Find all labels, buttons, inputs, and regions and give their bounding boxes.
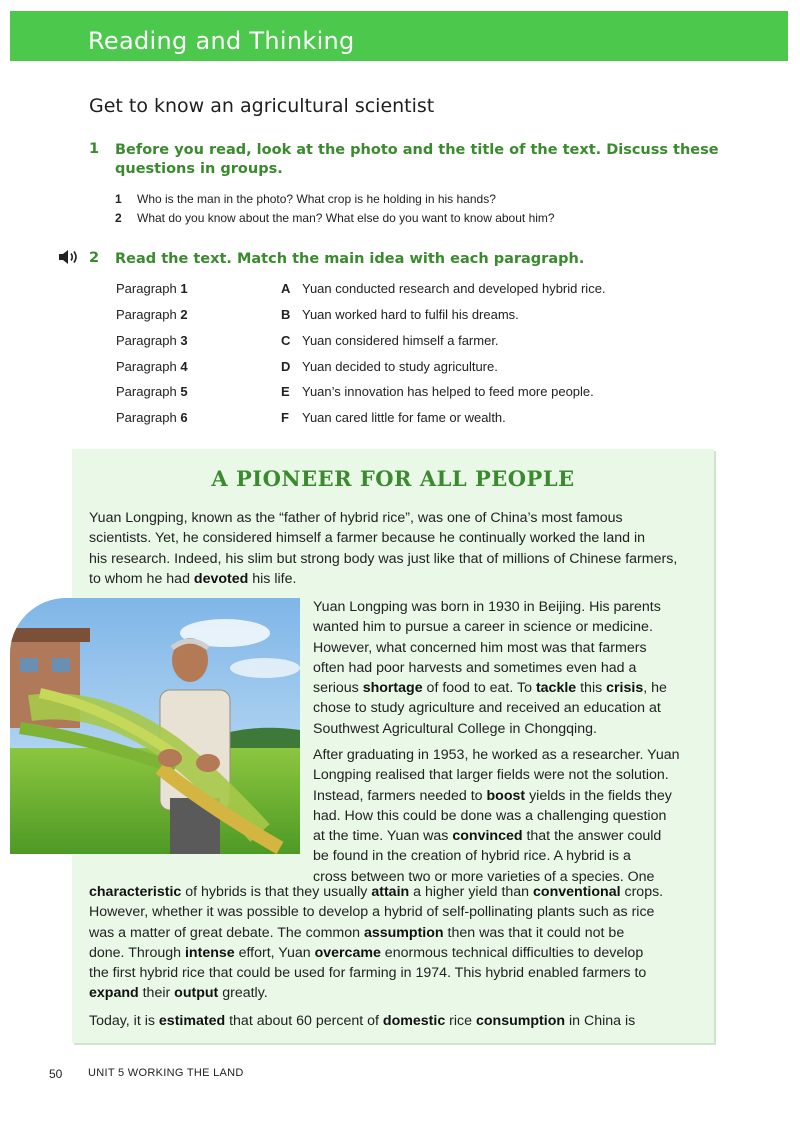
- idea-letter: D: [281, 359, 291, 374]
- idea-text: Yuan conducted research and developed hybrid rice.: [302, 281, 606, 296]
- question-1-line-2: questions in groups.: [115, 161, 283, 177]
- article-paragraph-1: Yuan Longping, known as the “father of hybrid rice”, was one of China’s most famous scientists. Yet, he considered himself a farmer because he continually worked the land in his research. Indeed, his slim but strong body was just like that of millions of Chinese farmers, to whom he had devoted his life.: [89, 510, 678, 587]
- idea-letter: A: [281, 281, 291, 296]
- question-1-text: [115, 141, 719, 179]
- idea-letter: E: [281, 384, 290, 399]
- idea-text: Yuan decided to study agriculture.: [302, 359, 498, 374]
- idea-text: Yuan considered himself a farmer.: [302, 333, 499, 348]
- question-1-number: 1: [89, 141, 100, 157]
- article-paragraph-2: Yuan Longping was born in 1930 in Beijing. His parents wanted him to pursue a career in science or medicine. However, what concerned him most was that farmers often had poor harvests and sometimes even had a serious shortage of food to eat. To tackle this crisis, he chose to study agriculture and received an education at Southwest Agricultural College in Chongqing.: [313, 599, 667, 737]
- question-2-text: Read the text. Match the main idea with each paragraph.: [115, 251, 585, 267]
- question-1-item: 1 Who is the man in the photo? What crop is he holding in his hands?: [115, 192, 496, 206]
- speaker-icon[interactable]: [58, 249, 80, 265]
- article-title: A PIONEER FOR ALL PEOPLE: [211, 466, 575, 491]
- paragraph-label: Paragraph 3: [116, 333, 188, 348]
- article-paragraph-3-wrap: After graduating in 1953, he worked as a researcher. Yuan Longping realised that larger fields were not the solution. Instead, farmers needed to boost yields in the fields they had. How this could be done was a challenging question at the time. Yuan was convinced that the answer could be found in the creation of hybrid rice. A hybrid is a cross between two or more varieties of a species. One: [313, 747, 680, 885]
- unit-label: UNIT 5 WORKING THE LAND: [88, 1067, 244, 1079]
- idea-letter: B: [281, 307, 291, 322]
- section-title: Get to know an agricultural scientist: [89, 95, 435, 117]
- idea-text: Yuan’s innovation has helped to feed more people.: [302, 384, 594, 399]
- idea-letter: F: [281, 410, 289, 425]
- idea-letter: C: [281, 333, 291, 348]
- page-header-title: Reading and Thinking: [88, 27, 355, 55]
- paragraph-label: Paragraph 6: [116, 410, 188, 425]
- idea-text: Yuan worked hard to fulfil his dreams.: [302, 307, 519, 322]
- paragraph-label: Paragraph 2: [116, 307, 188, 322]
- article-paragraph-4: Today, it is estimated that about 60 percent of domestic rice consumption in China is: [89, 1013, 636, 1029]
- question-1-item: 2 What do you know about the man? What else do you want to know about him?: [115, 211, 555, 225]
- paragraph-label: Paragraph 5: [116, 384, 188, 399]
- photo-yuan-longping-rice-field: [10, 598, 300, 854]
- paragraph-label: Paragraph 1: [116, 281, 188, 296]
- question-1-line-1: Before you read, look at the photo and the title of the text. Discuss these: [115, 142, 719, 158]
- page-number: 50: [49, 1067, 63, 1081]
- paragraph-label: Paragraph 4: [116, 359, 188, 374]
- question-2-number: 2: [89, 250, 100, 266]
- article-paragraph-3-full: characteristic of hybrids is that they usually attain a higher yield than conventional crops. However, whether it was possible to develop a hybrid of self-pollinating plants such as rice was a matter of great debate. The common assumption then was that it could not be done. Through intense effort, Yuan overcame enormous technical difficulties to develop the first hybrid rice that could be used for farming in 1974. This hybrid enabled farmers to expand their output greatly.: [89, 884, 664, 1002]
- idea-text: Yuan cared little for fame or wealth.: [302, 410, 506, 425]
